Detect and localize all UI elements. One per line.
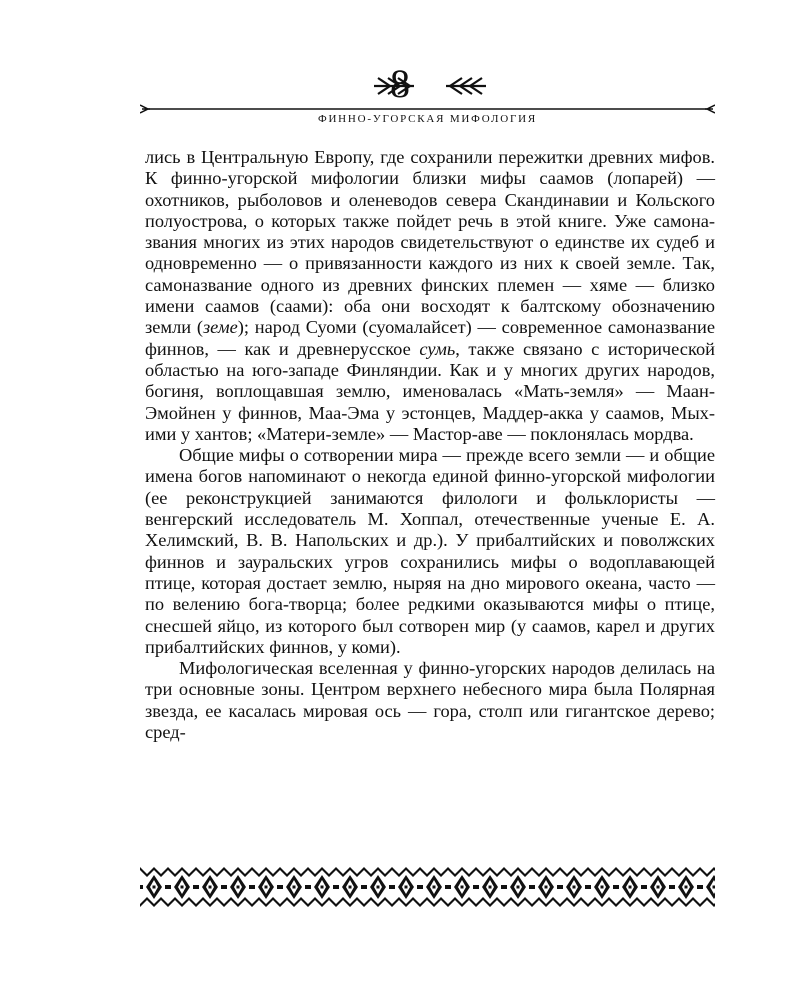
running-head: ФИННО-УГОРСКАЯ МИФОЛОГИЯ: [317, 113, 538, 125]
paragraph-1-part-b: ); народ Суоми (суомалайсет) — современное самоназвание финнов, — как и древнерусское: [145, 317, 715, 359]
paragraph-2: Общие мифы о сотворении мира — прежде всего земли — и общие имена богов напоминают о некогда единой финно-угорской мифологии (ее реконструкцией занимаются филологи и фольклористы — венгерский исследователь М. Хоппал, отечественные ученые Е. А. Хелимский, В. В. Напольских и др.). У прибалтийских и поволжских финнов и зауральских угров сохранились мифы о водоплавающей птице, которая достает землю, ныряя на дно мирового океана, часто — по велению бога-творца; более редкими оказываются мифы о птице, снесшей яйцо, из которого был сотворен мир (у саамов, карел и других прибалтийских финнов, у коми).: [145, 445, 715, 657]
page-number: 8: [390, 61, 410, 106]
footer-ornament-icon: [140, 867, 715, 907]
paragraph-3: Мифологическая вселенная у финно-угорских народов делилась на три основные зоны. Центром верхнего небесного мира была Полярная звезда, ее касалась мировая ось — гора, столп или гигантское дерево; сред-: [145, 658, 715, 743]
paragraph-1-part-a: лись в Центральную Европу, где сохранили пережитки древних мифов. К финно-угорской мифологии близки мифы саамов (лопарей) — охотников, рыболовов и оленеводов севера Скандинавии и Кольского полуострова, о которых также пойдет речь в этой книге. Уже самоназвания многих из этих народов свидетельствуют о единстве их судеб и одновременно — о привязанности каждого из них к своей земле. Так, самоназвание одного из древних финских племен — хяме — близко имени саамов (саами): оба они восходят к балтскому обозначению земли (: [145, 147, 715, 338]
paragraph-1-italic-word-1: земе: [202, 317, 238, 338]
paragraph-1: [145, 147, 715, 445]
body-text: [145, 147, 715, 743]
paragraph-1-italic-word-2: сумь: [419, 338, 456, 359]
paragraph-1-part-c: , также связано с исторической областью на юго-западе Финляндии. Как и у многих других народов, богиня, воплощавшая землю, именовалась «Мать-земля» — Маан-Эмойнен у финнов, Маа-Эма у эстонцев, Маддер-акка у саамов, Мых-ими у хантов; «Матери-земле» — Мастор-аве — поклонялась мордва.: [145, 338, 716, 444]
